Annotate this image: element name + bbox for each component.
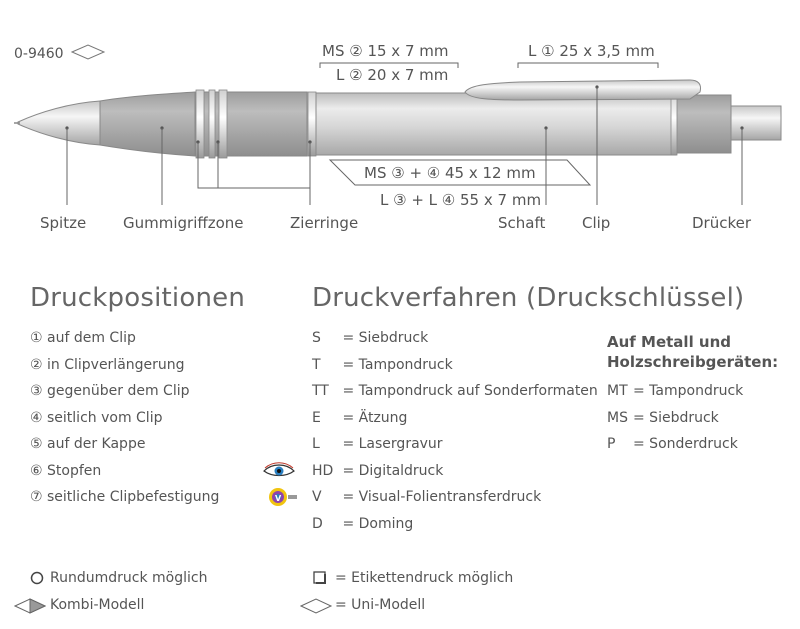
- metal-method-desc: = Tampondruck: [633, 383, 744, 399]
- method-desc: = Tampondruck auf Sonderformaten: [342, 383, 598, 399]
- round-print-icon: [30, 570, 46, 586]
- method-code: TT: [312, 383, 329, 399]
- method-desc: = Doming: [342, 516, 414, 532]
- metal-method-item: [607, 436, 738, 452]
- position-item-1: ① auf dem Clip: [30, 330, 136, 346]
- label-tip: Spitze: [40, 214, 87, 232]
- legend-uni-model: = Uni-Modell: [335, 597, 426, 613]
- method-desc: = Siebdruck: [342, 330, 429, 346]
- label-plunger: Drücker: [692, 214, 752, 232]
- legend-combi-model: Kombi-Modell: [50, 597, 145, 613]
- method-item: [312, 357, 453, 373]
- imprint-l-clip-extension: L ② 20 x 7 mm: [336, 66, 449, 84]
- label-barrel: Schaft: [498, 214, 546, 232]
- pen-clip: [465, 80, 701, 100]
- method-item: [312, 383, 598, 399]
- legend-label-print: = Etikettendruck möglich: [335, 570, 514, 586]
- method-item: [312, 410, 407, 426]
- methods-title: Druckverfahren (Druckschlüssel): [312, 283, 745, 313]
- imprint-l-sides: L ③ + L ④ 55 x 7 mm: [380, 191, 542, 209]
- uni-model-icon: [72, 45, 104, 59]
- method-item: [312, 436, 443, 452]
- position-item-5: ⑤ auf der Kappe: [30, 436, 146, 452]
- metal-wood-title-line2: Holzschreibgeräten:: [607, 353, 779, 371]
- method-desc: = Tampondruck: [342, 357, 453, 373]
- method-code: E: [312, 410, 321, 426]
- metal-method-desc: = Sonderdruck: [633, 436, 738, 452]
- svg-text:V: V: [275, 494, 282, 503]
- method-code: S: [312, 330, 321, 346]
- metal-method-code: P: [607, 436, 616, 452]
- position-item-6: ⑥ Stopfen: [30, 463, 102, 479]
- metal-wood-title-line1: Auf Metall und: [607, 333, 732, 351]
- label-clip: Clip: [582, 214, 611, 232]
- pen-tip: [14, 101, 100, 145]
- method-item: [312, 330, 428, 346]
- metal-wood-title: [607, 332, 778, 372]
- method-code: L: [312, 436, 320, 452]
- method-code: V: [312, 489, 322, 505]
- method-desc: = Digitaldruck: [342, 463, 444, 479]
- method-item: [312, 463, 443, 479]
- pen-barrel: [316, 93, 731, 155]
- imprint-l-clip: L ① 25 x 3,5 mm: [528, 42, 655, 60]
- pen-diagram: [0, 0, 800, 250]
- method-desc: = Ätzung: [342, 410, 408, 426]
- method-desc: = Visual-Folientransferdruck: [342, 489, 542, 505]
- label-grip: Gummigriffzone: [123, 214, 244, 232]
- imprint-ms-sides: MS ③ + ④ 45 x 12 mm: [364, 164, 536, 182]
- article-number: 0-9460: [14, 46, 64, 62]
- positions-title: Druckpositionen: [30, 283, 245, 313]
- imprint-ms-clip-extension: MS ② 15 x 7 mm: [322, 42, 449, 60]
- method-desc: = Lasergravur: [342, 436, 443, 452]
- metal-method-item: [607, 410, 719, 426]
- position-item-2: ② in Clipverlängerung: [30, 357, 185, 373]
- method-item: [312, 516, 413, 532]
- metal-method-code: MS: [607, 410, 628, 426]
- method-code: D: [312, 516, 323, 532]
- uni-model-legend-icon: [300, 597, 334, 615]
- label-print-icon: [312, 570, 328, 586]
- metal-method-item: [607, 383, 743, 399]
- metal-method-desc: = Siebdruck: [633, 410, 719, 426]
- combi-model-icon: [14, 597, 48, 615]
- eye-icon: [262, 462, 296, 480]
- method-code: HD: [312, 463, 334, 479]
- pen-plunger: [731, 106, 781, 140]
- visual-logo-icon: [268, 486, 298, 508]
- label-rings: Zierringe: [290, 214, 359, 232]
- position-item-4: ④ seitlich vom Clip: [30, 410, 163, 426]
- position-item-7: ⑦ seitliche Clipbefestigung: [30, 489, 220, 505]
- method-item: [312, 489, 541, 505]
- position-item-3: ③ gegenüber dem Clip: [30, 383, 190, 399]
- method-code: T: [312, 357, 321, 373]
- metal-method-code: MT: [607, 383, 628, 399]
- legend-round-print: Rundumdruck möglich: [50, 570, 208, 586]
